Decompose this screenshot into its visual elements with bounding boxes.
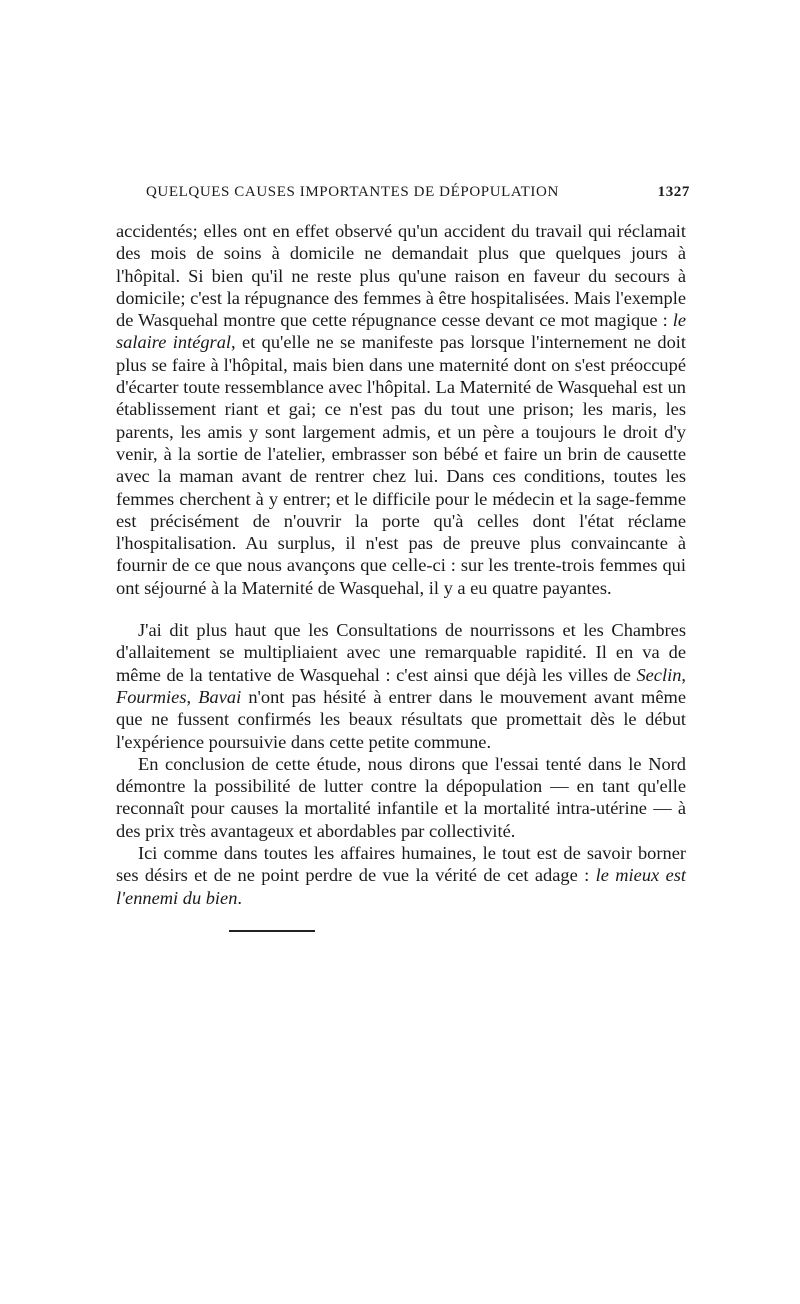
paragraph-consultations	[116, 619, 686, 753]
text-run: .	[237, 887, 243, 908]
page-number: 1327	[657, 184, 690, 200]
paragraph-conclusion	[116, 753, 686, 842]
text-run: Ici comme dans toutes les affaires humaines, le tout est de savoir borner ses désirs et de ne point perdre de vue la vérité de cet adage :	[116, 843, 686, 886]
italic-text: Bavai	[198, 686, 242, 707]
italic-text: le salaire intégral	[116, 310, 686, 353]
text-run: , et qu'elle ne se manifeste pas lorsque l'internement ne doit plus se faire à l'hôpital, mais bien dans une maternité dont on s'est préoccupé d'écarter toute ressemblance avec l'hôpital. La Maternité de Wasquehal est un établissement riant et gai; ce n'est pas du tout une prison; les maris, les parents, les amis y sont largement admis, et un père a toujours le droit d'y venir, à la sortie de l'atelier, embrasser son bébé et faire un brin de causette avec la maman avant de rentrer chez lui. Dans ces conditions, toutes les femmes cherchent à y entrer; et le difficile pour le médecin et la sage-femme est précisément de n'ouvrir la porte qu'à celles dont l'état réclame l'hospitalisation. Au surplus, il n'est pas de preuve plus convaincante à fournir de ce que nous avançons que celle-ci : sur les trente-trois femmes qui ont séjourné à la Maternité de Wasquehal, il y a eu quatre payantes.	[116, 332, 686, 598]
text-run: ,	[186, 686, 199, 707]
book-page	[116, 180, 690, 909]
text-run: J'ai dit plus haut que les Consultations de nourrissons et les Chambres d'allaitement se multipliaient avec une remarquable rapidité. Il en va de même de la tentative de Wasquehal : c'est ainsi que déjà les villes de	[116, 620, 686, 685]
paragraph-adage	[116, 842, 686, 909]
end-rule-divider	[229, 930, 315, 932]
paragraph-wasquehal-maternity	[116, 220, 686, 599]
italic-text: le mieux est l'ennemi du bien	[116, 865, 686, 908]
italic-text: Fourmies	[116, 686, 187, 707]
running-header	[116, 180, 690, 206]
text-run: En conclusion de cette étude, nous dirons que l'essai tenté dans le Nord démontre la possibilité de lutter contre la dépopulation — en tant qu'elle reconnaît pour causes la mortalité infantile et la mortalité intra-utérine — à des prix très avantageux et abordables par collectivité.	[116, 753, 686, 841]
running-title: QUELQUES CAUSES IMPORTANTES DE DÉPOPULATION	[146, 184, 559, 200]
text-run: accidentés; elles ont en effet observé qu'un accident du travail qui réclamait des mois de soins à domicile ne demandait plus que quelques jours à l'hôpital. Si bien qu'il ne reste plus qu'une raison en faveur du secours à domicile; c'est la répugnance des femmes à être hospitalisées. Mais l'exemple de Wasquehal montre que cette répugnance cesse devant ce mot magique :	[116, 221, 686, 331]
italic-text: Seclin	[636, 664, 682, 685]
text-run: n'ont pas hésité à entrer dans le mouvement avant même que ne fussent confirmés les beaux résultats que promettait dès le début l'expérience poursuivie dans cette petite commune.	[116, 686, 686, 752]
text-run: ,	[681, 664, 686, 685]
